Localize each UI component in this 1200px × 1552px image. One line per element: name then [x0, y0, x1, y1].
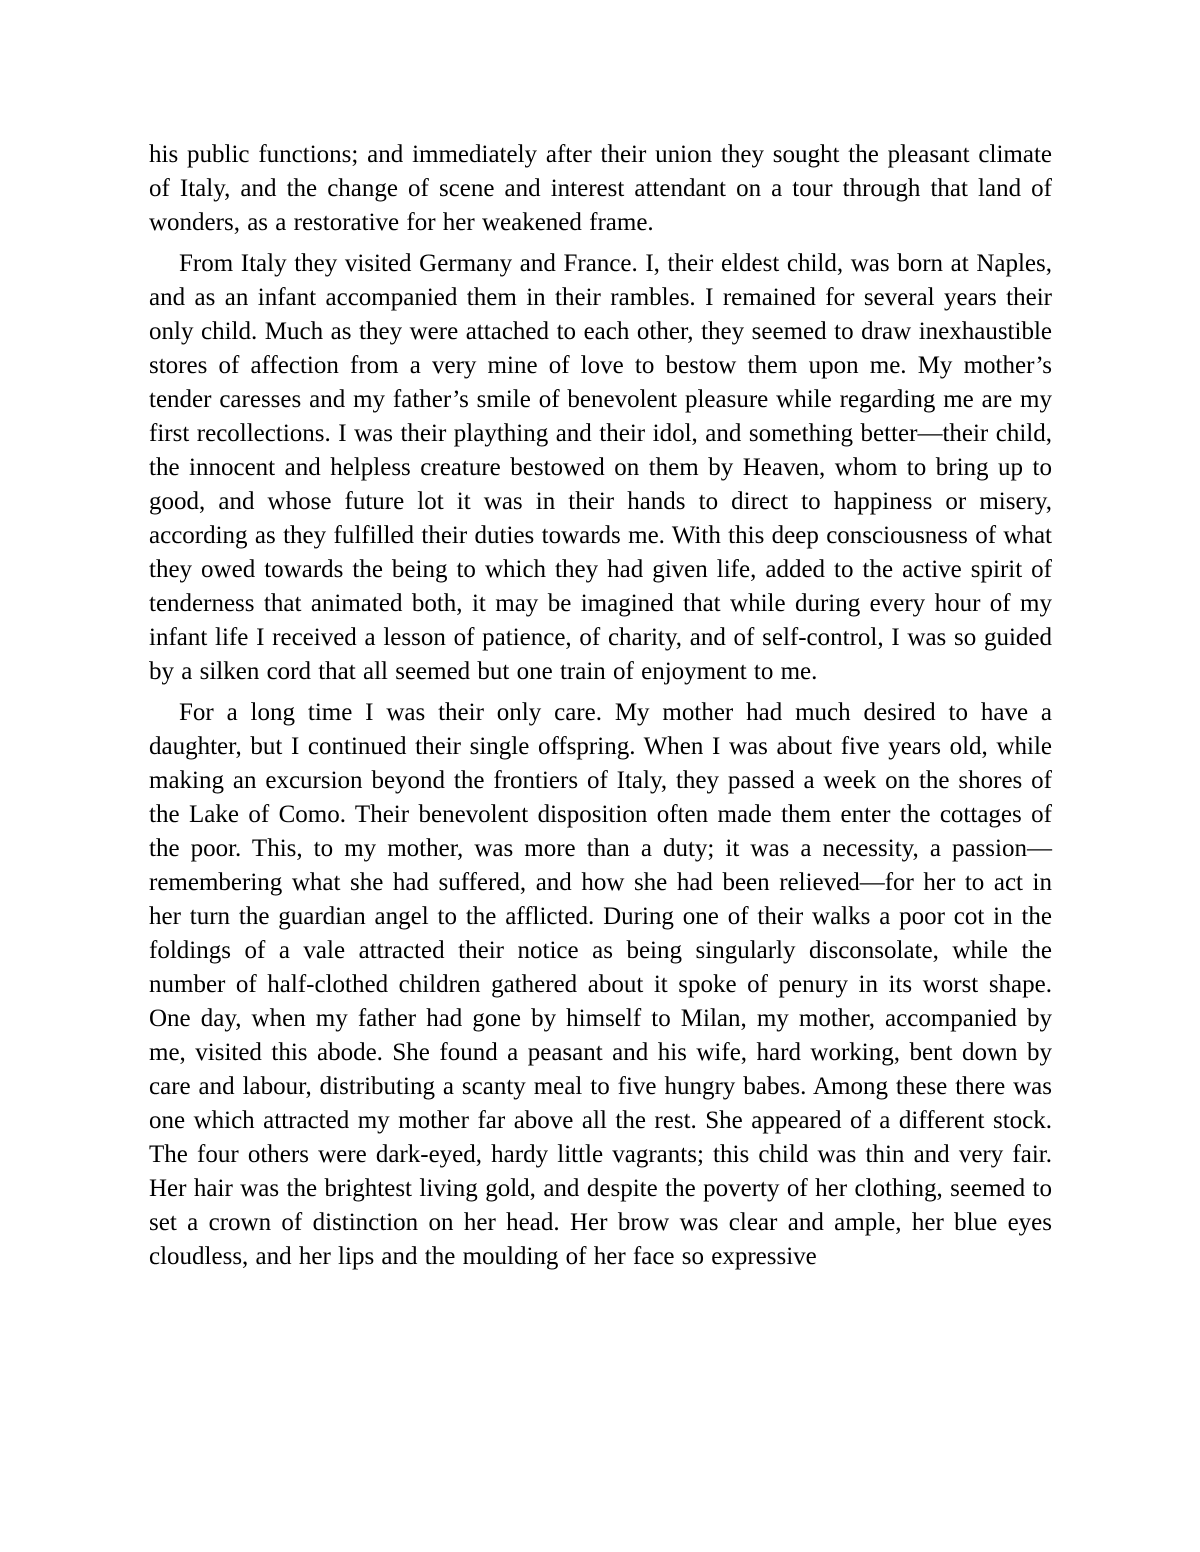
paragraph: From Italy they visited Germany and France. I, their eldest child, was born at Naples, and as an infant accompanied them in their rambles. I remained for several years their only child. Much as they were attached to each other, they seemed to draw inexhaustible stores of affection from a very mine of love to bestow them upon me. My mother’s tender caresses and my father’s smile of benevolent pleasure while regarding me are my first recollections. I was their plaything and their idol, and something better—their child, the innocent and helpless creature bestowed on them by Heaven, whom to bring up to good, and whose future lot it was in their hands to direct to happiness or misery, according as they fulfilled their duties towards me. With this deep consciousness of what they owed towards the being to which they had given life, added to the active spirit of tenderness that animated both, it may be imagined that while during every hour of my infant life I received a lesson of patience, of charity, and of self-control, I was so guided by a silken cord that all seemed but one train of enjoyment to me.: [149, 250, 1052, 685]
paragraph: For a long time I was their only care. My mother had much desired to have a daughter, but I continued their single offspring. When I was about five years old, while making an excursion beyond the frontiers of Italy, they passed a week on the shores of the Lake of Como. Their benevolent disposition often made them enter the cottages of the poor. This, to my mother, was more than a duty; it was a necessity, a passion—remembering what she had suffered, and how she had been relieved—for her to act in her turn the guardian angel to the afflicted. During one of their walks a poor cot in the foldings of a vale attracted their notice as being singularly disconsolate, while the number of half-clothed children gathered about it spoke of penury in its worst shape. One day, when my father had gone by himself to Milan, my mother, accompanied by me, visited this abode. She found a peasant and his wife, hard working, bent down by care and labour, distributing a scanty meal to five hungry babes. Among these there was one which attracted my mother far above all the rest. She appeared of a different stock. The four others were dark-eyed, hardy little vagrants; this child was thin and very fair. Her hair was the brightest living gold, and despite the poverty of her clothing, seemed to set a crown of distinction on her head. Her brow was clear and ample, her blue eyes cloudless, and her lips and the moulding of her face so expressive: [149, 699, 1052, 1270]
text-block: [149, 138, 1052, 1281]
paragraph: his public functions; and immediately after their union they sought the pleasant climate of Italy, and the change of scene and interest attendant on a tour through that land of wonders, as a restorative for her weakened frame.: [149, 141, 1052, 236]
